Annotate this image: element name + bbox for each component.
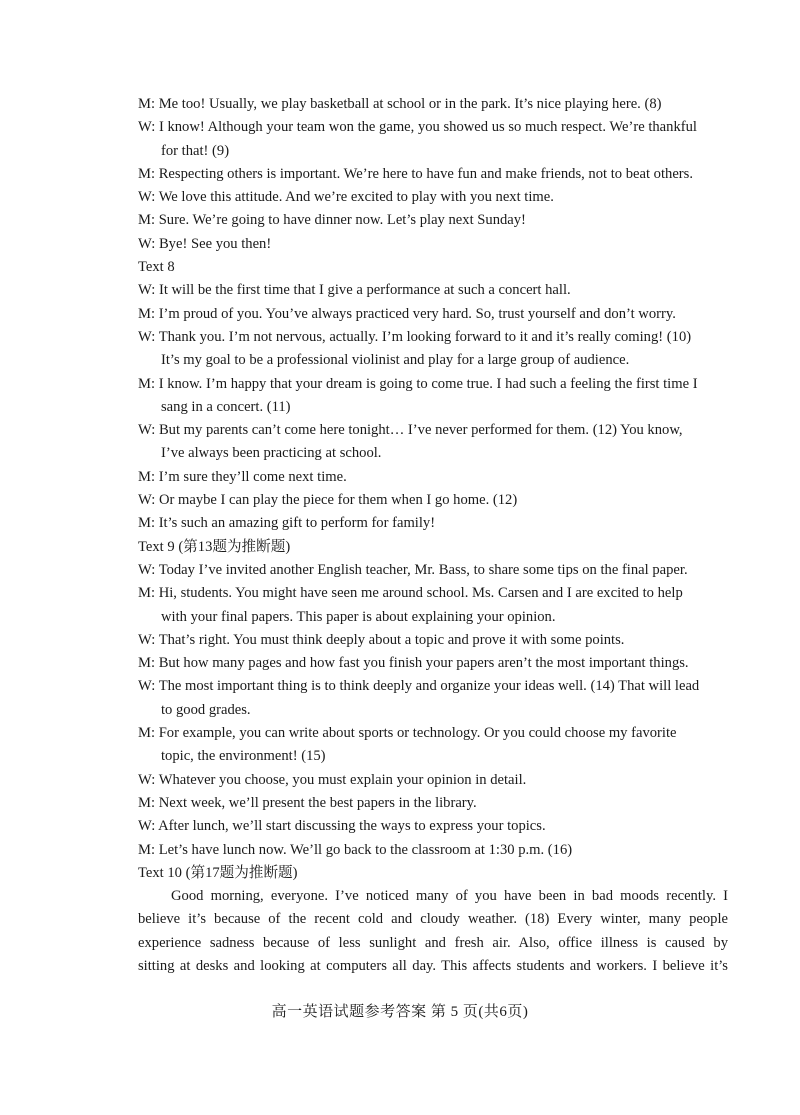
dialogue-line xyxy=(138,116,728,139)
dialogue-line xyxy=(138,629,728,652)
page-footer: 高一英语试题参考答案 第 5 页(共6页) xyxy=(271,1004,529,1020)
dialogue-continuation: to good grades. xyxy=(161,701,251,718)
dialogue-text: After lunch, we’ll start discussing the ways to express your topics. xyxy=(158,818,546,835)
dialogue-continuation: topic, the environment! (15) xyxy=(161,748,326,765)
dialogue-line xyxy=(138,93,728,116)
dialogue-text: Me too! Usually, we play basketball at school or in the park. It’s nice playing here. (8) xyxy=(158,96,662,112)
speaker-label: M: xyxy=(138,468,156,485)
speaker-label: W: xyxy=(138,678,156,695)
section-heading: Text 10 (第17题为推断题) xyxy=(138,864,298,881)
dialogue-continuation: I’ve always been practicing at school. xyxy=(161,445,382,462)
dialogue-text: That’s right. You must think deeply about a topic and prove it with some points. xyxy=(158,631,625,648)
speaker-label: M: xyxy=(138,212,156,229)
speaker-label: M: xyxy=(138,165,156,182)
dialogue-text: Respecting others is important. We’re here to have fun and make friends, not to beat others. xyxy=(158,165,693,182)
speaker-label: W: xyxy=(138,328,156,345)
dialogue-line xyxy=(138,209,728,232)
dialogue-line xyxy=(138,792,728,815)
section-heading: Text 9 (第13题为推断题) xyxy=(138,538,291,555)
dialogue-text: It’s such an amazing gift to perform for family! xyxy=(158,515,436,532)
dialogue-text: But how many pages and how fast you finish your papers aren’t the most important things. xyxy=(158,655,689,672)
dialogue-text: For example, you can write about sports or technology. Or you could choose my favorite xyxy=(158,725,677,742)
dialogue-text: We love this attitude. And we’re excited to play with you next time. xyxy=(158,189,554,206)
dialogue-text: Thank you. I’m not nervous, actually. I’m looking forward to it and it’s really coming! (10) xyxy=(158,328,692,345)
dialogue-line xyxy=(138,186,728,209)
transcript-body xyxy=(138,93,728,978)
speaker-label: M: xyxy=(138,841,156,858)
speaker-label: M: xyxy=(138,375,156,392)
speaker-label: M: xyxy=(138,585,156,602)
monologue-line: believe it’s because of the recent cold and cloudy weather. (18) Every winter, many people xyxy=(138,911,728,928)
dialogue-text: Whatever you choose, you must explain your opinion in detail. xyxy=(158,771,527,788)
speaker-label: W: xyxy=(138,561,156,578)
monologue-line: experience sadness because of less sunlight and fresh air. Also, office illness is caused by xyxy=(138,934,728,951)
dialogue-line xyxy=(138,652,728,675)
speaker-label: W: xyxy=(138,492,156,509)
dialogue-line xyxy=(138,675,728,698)
dialogue-continuation: for that! (9) xyxy=(161,142,230,159)
speaker-label: W: xyxy=(138,422,156,439)
speaker-label: W: xyxy=(138,119,156,136)
dialogue-continuation: with your final papers. This paper is about explaining your opinion. xyxy=(161,608,556,625)
dialogue-text: I know. I’m happy that your dream is going to come true. I had such a feeling the first time I xyxy=(158,375,698,392)
dialogue-line xyxy=(138,233,728,256)
dialogue-text: I know! Although your team won the game, you showed us so much respect. We’re thankful xyxy=(158,119,697,136)
dialogue-text: But my parents can’t come here tonight… I’ve never performed for them. (12) You know, xyxy=(158,422,683,439)
dialogue-line xyxy=(138,722,728,745)
dialogue-text: Sure. We’re going to have dinner now. Let’s play next Sunday! xyxy=(158,212,526,229)
dialogue-text: It will be the first time that I give a performance at such a concert hall. xyxy=(158,282,571,299)
speaker-label: M: xyxy=(138,515,156,532)
speaker-label: M: xyxy=(138,96,156,112)
section-heading: Text 8 xyxy=(138,259,175,276)
dialogue-line xyxy=(138,373,728,396)
dialogue-text: Let’s have lunch now. We’ll go back to the classroom at 1:30 p.m. (16) xyxy=(158,841,573,858)
dialogue-continuation: sang in a concert. (11) xyxy=(161,398,291,415)
dialogue-text: Bye! See you then! xyxy=(158,235,272,252)
dialogue-line xyxy=(138,582,728,605)
dialogue-line xyxy=(138,839,728,862)
speaker-label: M: xyxy=(138,655,156,672)
dialogue-line xyxy=(138,279,728,302)
dialogue-line xyxy=(138,326,728,349)
speaker-label: W: xyxy=(138,235,156,252)
dialogue-continuation: It’s my goal to be a professional violinist and play for a large group of audience. xyxy=(161,352,630,369)
dialogue-line xyxy=(138,769,728,792)
speaker-label: M: xyxy=(138,794,156,811)
dialogue-line xyxy=(138,466,728,489)
dialogue-line xyxy=(138,489,728,512)
dialogue-text: Hi, students. You might have seen me around school. Ms. Carsen and I are excited to help xyxy=(158,585,683,602)
dialogue-text: Today I’ve invited another English teacher, Mr. Bass, to share some tips on the final paper. xyxy=(158,561,688,578)
speaker-label: W: xyxy=(138,282,156,299)
monologue-line: Good morning, everyone. I’ve noticed many of you have been in bad moods recently. I xyxy=(171,888,728,905)
dialogue-line xyxy=(138,559,728,582)
speaker-label: W: xyxy=(138,189,156,206)
speaker-label: W: xyxy=(138,818,156,835)
speaker-label: W: xyxy=(138,631,156,648)
dialogue-line xyxy=(138,815,728,838)
dialogue-line xyxy=(138,512,728,535)
speaker-label: W: xyxy=(138,771,156,788)
dialogue-text: I’m sure they’ll come next time. xyxy=(158,468,347,485)
dialogue-line xyxy=(138,303,728,326)
dialogue-text: The most important thing is to think deeply and organize your ideas well. (14) That will lead xyxy=(158,678,700,695)
speaker-label: M: xyxy=(138,305,156,322)
dialogue-text: Or maybe I can play the piece for them when I go home. (12) xyxy=(158,492,518,509)
monologue-line: sitting at desks and looking at computers all day. This affects students and workers. I believe it’s xyxy=(138,957,728,974)
dialogue-text: Next week, we’ll present the best papers in the library. xyxy=(158,794,477,811)
dialogue-line xyxy=(138,163,728,186)
dialogue-line xyxy=(138,419,728,442)
speaker-label: M: xyxy=(138,725,156,742)
dialogue-text: I’m proud of you. You’ve always practiced very hard. So, trust yourself and don’t worry. xyxy=(158,305,676,322)
